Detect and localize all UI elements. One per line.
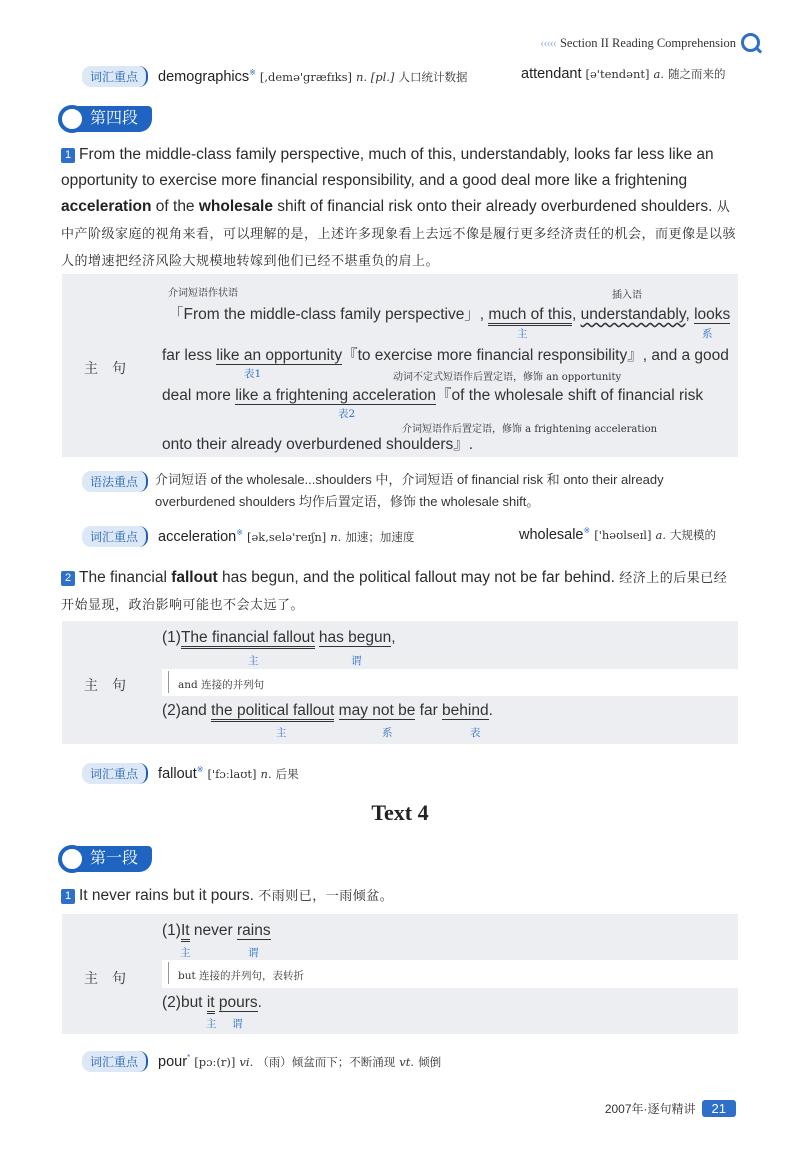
sentence-text: has begun, and the political fallout may not be far behind.: [217, 569, 620, 586]
clause-1: [162, 629, 396, 647]
sentence-text: It never rains but it pours.: [79, 887, 259, 904]
phonetic: [ək,selə'reɪʃn]: [246, 530, 327, 544]
vocab-word: demographics: [158, 69, 250, 85]
search-q-icon: [741, 33, 760, 52]
key-word: acceleration: [61, 198, 152, 215]
section-label: 第一段: [90, 850, 139, 867]
analysis-line: [162, 383, 703, 405]
clause-index: (2)and: [162, 702, 212, 719]
role-label: 主: [517, 328, 528, 340]
role-label: 主: [206, 1018, 217, 1030]
part-of-speech: n.: [260, 767, 272, 781]
phonetic: ['fɔːlaʊt]: [207, 767, 257, 781]
annotation-note: 动词不定式短语作后置定语，修饰 an opportunity: [393, 372, 622, 383]
vocab-word: pour: [158, 1054, 188, 1070]
sentence-number: 1: [61, 889, 75, 904]
vocab-word: wholesale: [519, 526, 584, 543]
part-of-speech: n. [pl.]: [356, 70, 395, 84]
clause-index: (1): [162, 922, 181, 939]
part-of-speech: n.: [330, 530, 342, 544]
predicate: pours: [218, 994, 258, 1011]
phrase: never: [189, 922, 237, 939]
section-heading-para4: [60, 106, 152, 132]
section-heading-para1: [60, 846, 152, 872]
role-label: 系: [702, 328, 713, 340]
analysis-line: [162, 343, 729, 365]
phrase: 『of the wholesale shift of financial risk: [436, 387, 704, 404]
part-of-speech: a.: [655, 527, 667, 542]
analysis-line: [168, 302, 730, 324]
subject: it: [207, 994, 215, 1014]
grammar-note: 介词短语 of the wholesale...shoulders 中，介词短语 of financial risk 和 onto their already overburdened shoulders 均作后置定语，修饰 the wholesale shift。: [155, 472, 664, 509]
annotation-note: 介词短语作后置定语，修饰 a frightening acceleration: [402, 424, 658, 435]
clause-1: [162, 922, 271, 940]
translation: 不雨则已，一雨倾盆。: [258, 889, 394, 904]
role-label: 谓: [351, 655, 362, 667]
phrase: .: [257, 994, 262, 1011]
star-mark: *: [187, 1053, 191, 1063]
phonetic: [ə'tendənt]: [585, 67, 650, 81]
definition: 大规模的: [670, 527, 717, 542]
box-label: 主句: [84, 361, 140, 377]
phrase: ,: [391, 629, 396, 646]
analysis-box-1: [62, 274, 738, 457]
predicative: like an opportunity: [216, 347, 343, 364]
parenthetical: understandably: [580, 306, 686, 323]
sentence-text: shift of financial risk onto their already overburdened shoulders.: [272, 198, 717, 215]
part-of-speech: vi.: [239, 1055, 254, 1069]
definition: （雨）倾盆而下；不断涌现: [257, 1055, 396, 1069]
subject: much of this: [488, 306, 572, 326]
vocab-word: acceleration: [158, 529, 237, 545]
q-icon: [58, 105, 86, 133]
definition: 倾倒: [418, 1055, 442, 1069]
definition: 后果: [275, 767, 299, 781]
translation: 从中产阶级家庭的视角来看，可以理解的是，上述许多现象看上去远不像是履行更多经济责任的机会，而更像是以骇人的增速把经济风险大规模地转嫁到他们已经不堪重负的肩上。: [61, 200, 737, 269]
part-of-speech: a.: [653, 67, 665, 81]
definition: 人口统计数据: [398, 70, 468, 84]
translation: 经济上的后果已经开始显现，政治影响可能也不会太远了。: [61, 571, 728, 613]
subject: the political fallout: [211, 702, 334, 722]
phrase: far less: [162, 347, 217, 364]
subject: It: [181, 922, 190, 942]
role-label: 表2: [338, 408, 356, 420]
role-label: 表: [470, 727, 481, 739]
q-icon: [58, 845, 86, 873]
phrase: far: [415, 702, 443, 719]
section-title: Section II Reading Comprehension: [559, 36, 736, 50]
role-label: 主: [276, 727, 287, 739]
definition: 随之而来的: [668, 67, 726, 81]
phrase: deal more: [162, 387, 236, 404]
sentence-text: of the: [151, 198, 199, 215]
role-label: 主: [180, 947, 191, 959]
annotation-note: 插入语: [612, 290, 642, 301]
role-label: 谓: [248, 947, 259, 959]
star-mark: ※: [249, 68, 256, 78]
clause-index: (2)but: [162, 994, 207, 1011]
role-label: 谓: [232, 1018, 243, 1030]
text-title: Text 4: [371, 800, 429, 825]
sentence-1: [61, 142, 737, 275]
part-of-speech: vt.: [399, 1055, 415, 1069]
predicative: behind: [442, 702, 489, 719]
role-label: 表1: [244, 368, 262, 380]
phrase: 『to exercise more financial responsibility』, and a good: [342, 347, 729, 364]
arrows-decoration: ‹‹‹‹‹: [540, 36, 556, 50]
annotation-note: 介词短语作状语: [168, 288, 238, 299]
connector-note: but 连接的并列句，表转折: [178, 970, 305, 982]
page-footer: [605, 1100, 736, 1117]
definition: 加速；加速度: [345, 530, 415, 544]
predicative: like a frightening acceleration: [235, 387, 436, 404]
clause-index: (1): [162, 629, 181, 646]
vocab-tag: 词汇重点: [82, 1051, 148, 1072]
connector-note: and 连接的并列句: [178, 679, 265, 691]
analysis-box-2: [62, 621, 738, 744]
vocab-row-1: [82, 66, 762, 87]
vocab-tag: 词汇重点: [82, 66, 148, 87]
linking-verb: looks: [694, 306, 731, 323]
box-label: 主句: [84, 678, 140, 694]
section-label: 第四段: [90, 110, 139, 127]
analysis-line: onto their already overburdened shoulders』.: [162, 436, 474, 453]
predicate: rains: [236, 922, 271, 939]
key-word: fallout: [171, 569, 218, 586]
role-label: 系: [382, 727, 393, 739]
sentence-text: The financial: [79, 569, 172, 586]
sentence-text: From the middle-class family perspective, much of this, understandably, looks far less like an opportunity to exercise more financial responsibility, and a good deal more like a frightening: [61, 146, 714, 189]
box-label: 主句: [84, 971, 140, 987]
sentence-2: [61, 565, 737, 619]
connector-line: [168, 962, 169, 984]
clause-2: [162, 994, 262, 1012]
clause-2: [162, 702, 493, 720]
star-mark: ※: [583, 526, 591, 535]
page-number: 21: [702, 1100, 736, 1117]
connector-line: [168, 671, 169, 693]
vocab-tag: 词汇重点: [82, 763, 148, 784]
vocab-word: fallout: [158, 766, 197, 782]
phrase: ,: [571, 306, 581, 323]
sentence-number: 2: [61, 571, 75, 586]
phrase: .: [488, 702, 493, 719]
vocab-tag: 词汇重点: [82, 526, 148, 547]
star-mark: ※: [236, 528, 243, 538]
role-label: 主: [248, 655, 259, 667]
vocab-row-3: [82, 763, 299, 784]
analysis-box-3: [62, 914, 738, 1034]
vocab-word: attendant: [521, 66, 582, 82]
sentence-number: 1: [61, 148, 75, 163]
phonetic: ['həʊlseɪl]: [594, 527, 652, 542]
footer-text: 2007年·逐句精讲: [604, 1102, 696, 1116]
phrase: 「From the middle-class family perspective」,: [168, 306, 489, 323]
sentence-3: [61, 883, 737, 910]
running-header: [540, 33, 760, 52]
phrase: ,: [685, 306, 695, 323]
key-word: wholesale: [198, 198, 273, 215]
vocab-row-4: [82, 1051, 441, 1072]
phonetic: [,demə'græfɪks]: [259, 70, 352, 84]
phonetic: [pɔː(r)]: [194, 1055, 236, 1069]
predicate: has begun: [318, 629, 392, 646]
vocab-row-2: [82, 526, 762, 547]
linking-verb: may not be: [338, 702, 416, 719]
phrase: [334, 702, 338, 719]
star-mark: ※: [196, 765, 204, 775]
subject: The financial fallout: [181, 629, 315, 649]
grammar-tag: 语法重点: [82, 471, 148, 492]
